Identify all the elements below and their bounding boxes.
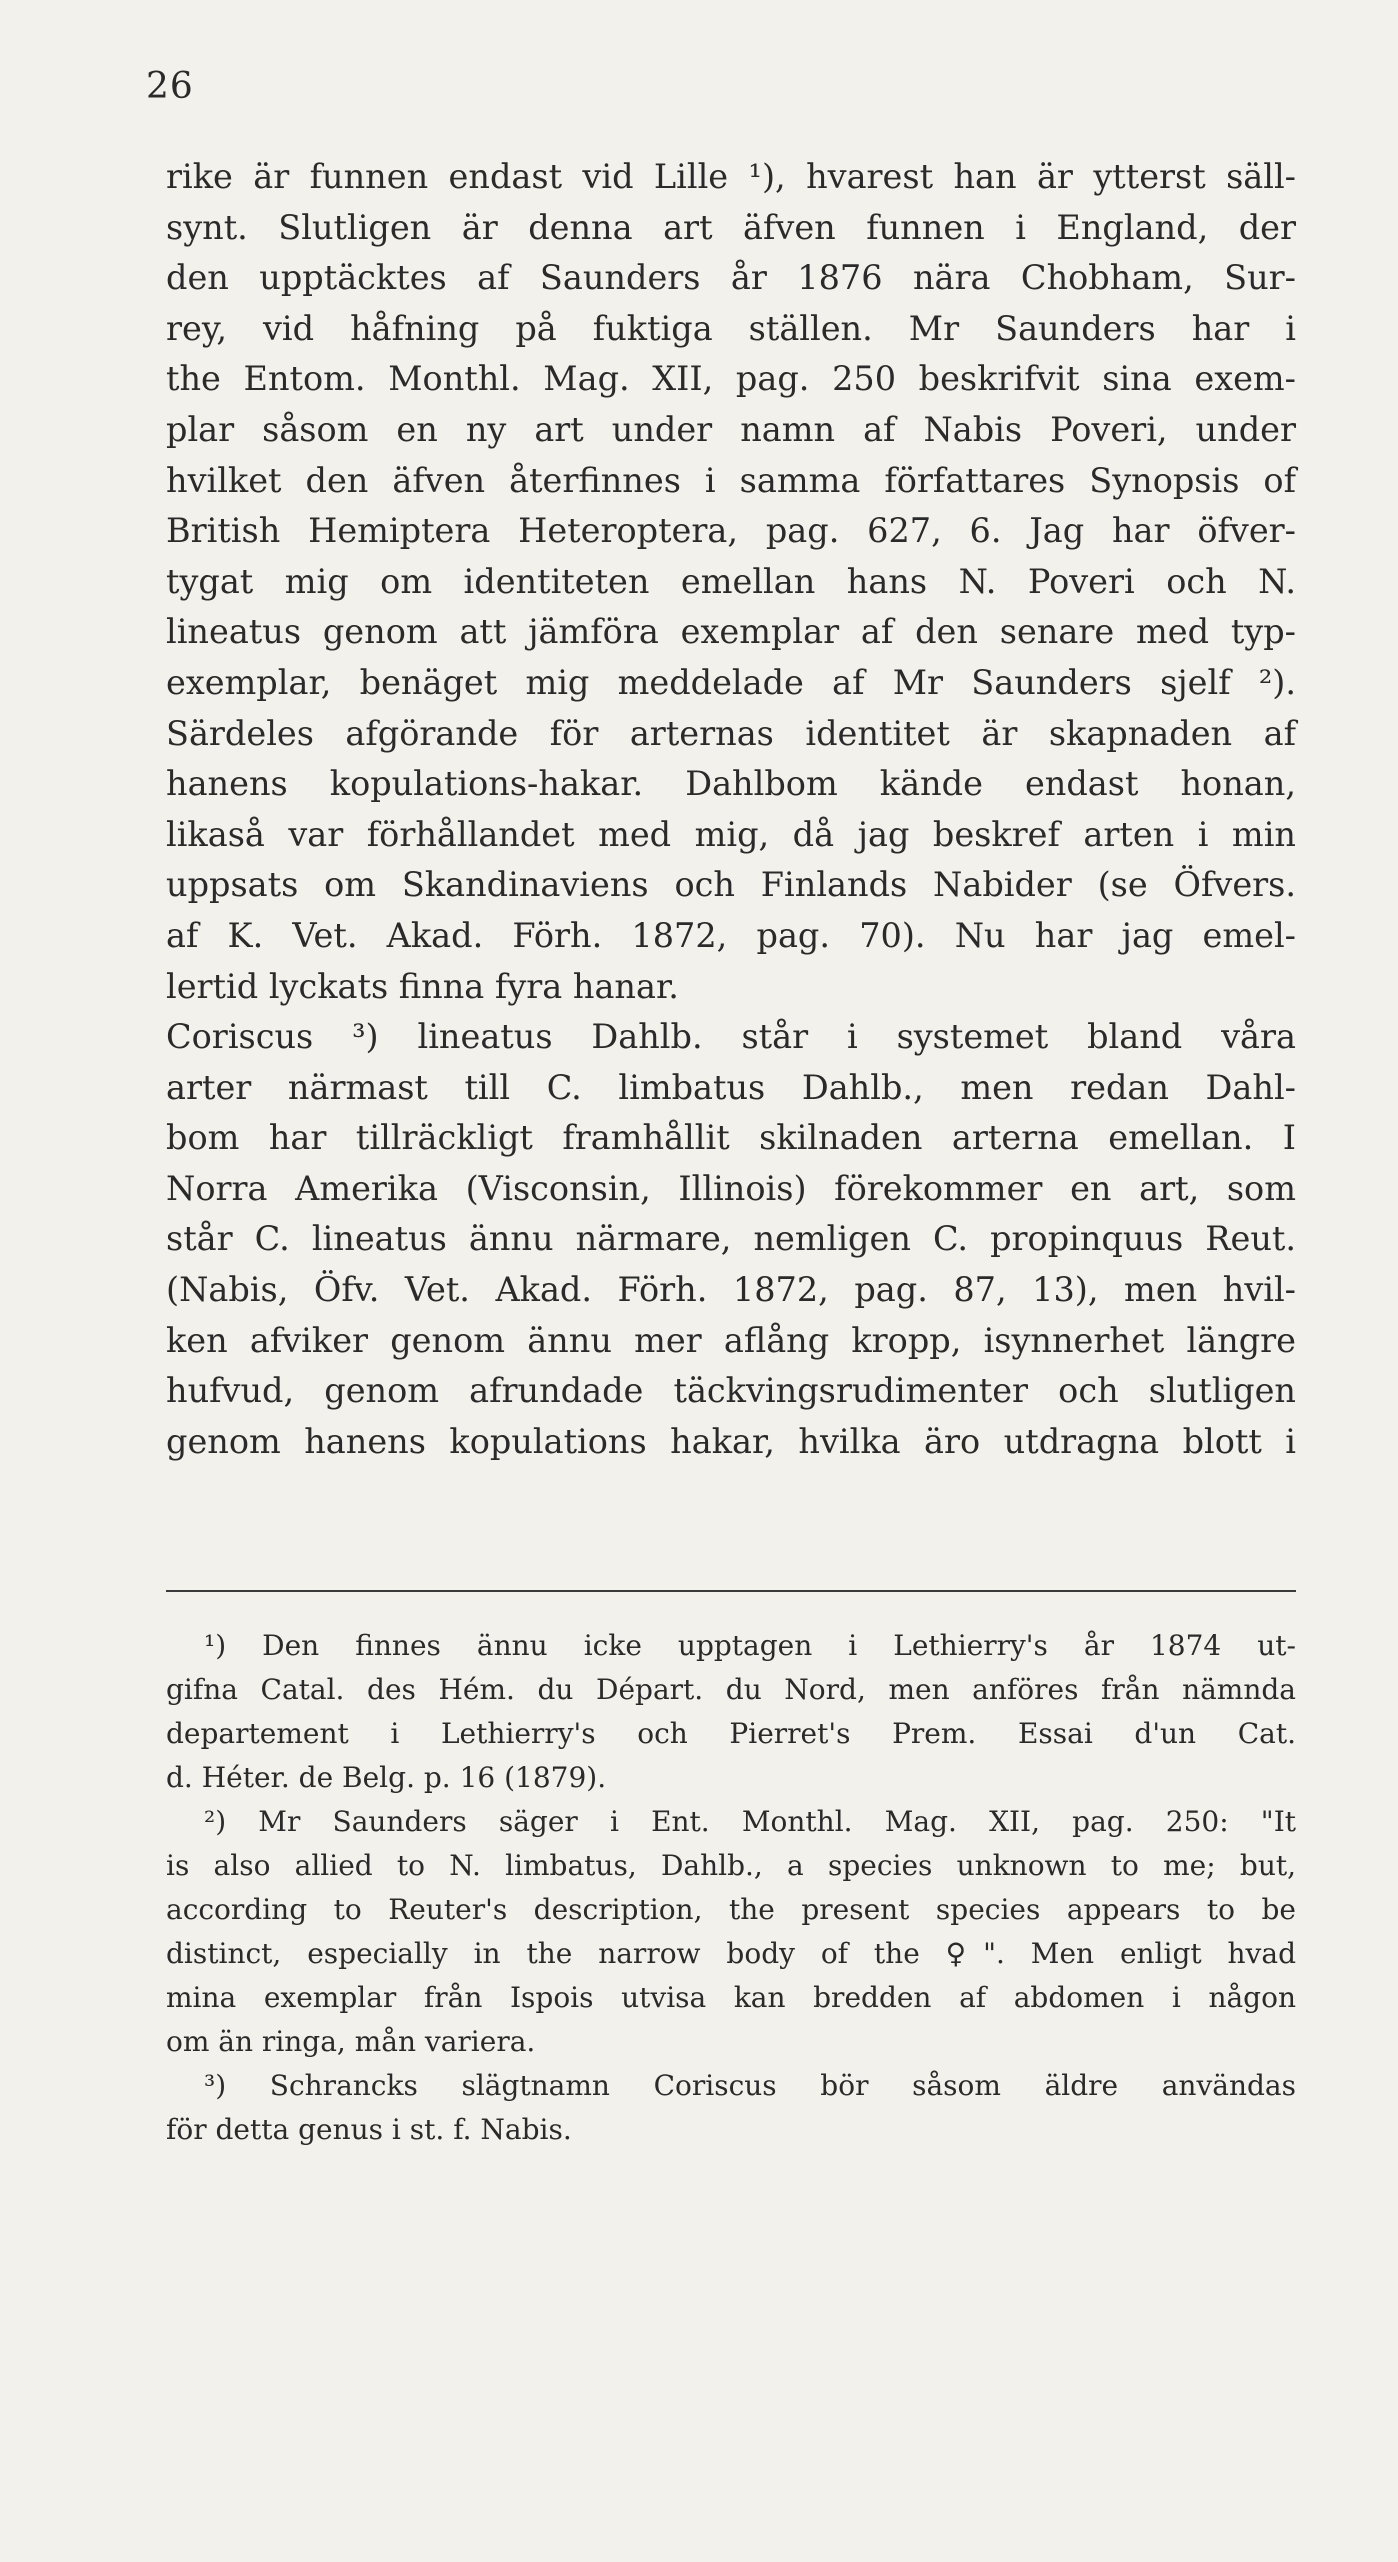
- footnote-line: distinct, especially in the narrow body of the ♀". Men enligt hvad: [166, 1937, 1296, 1970]
- body-line: plar såsom en ny art under namn af Nabis Poveri, under: [166, 409, 1296, 449]
- body-line: af K. Vet. Akad. Förh. 1872, pag. 70). Nu har jag emel-: [166, 915, 1296, 955]
- body-line: Särdeles afgörande för arternas identitet är skapnaden af: [166, 713, 1296, 753]
- body-line: bom har tillräckligt framhållit skilnaden arterna emellan. I: [166, 1118, 1296, 1158]
- body-line: hanens kopulations-hakar. Dahlbom kände endast honan,: [166, 764, 1296, 804]
- body-text: [166, 152, 1296, 1467]
- body-line: synt. Slutligen är denna art äfven funnen i England, der: [166, 207, 1296, 247]
- body-line: Norra Amerika (Visconsin, Illinois) förekommer en art, som: [166, 1168, 1296, 1208]
- footnote-line: according to Reuter's description, the present species appears to be: [166, 1893, 1296, 1926]
- body-line: likaså var förhållandet med mig, då jag beskref arten i min: [166, 814, 1296, 854]
- body-line: Coriscus ³) lineatus Dahlb. står i systemet bland våra: [166, 1017, 1296, 1057]
- footnotes: [166, 1624, 1296, 2152]
- body-line: hufvud, genom afrundade täckvingsrudimenter och slutligen: [166, 1371, 1296, 1411]
- footnote-line: om än ringa, mån variera.: [166, 2025, 536, 2058]
- body-line: arter närmast till C. limbatus Dahlb., men redan Dahl-: [166, 1067, 1296, 1107]
- footnote-line: gifna Catal. des Hém. du Départ. du Nord, men anföres från nämnda: [166, 1673, 1296, 1706]
- body-line: hvilket den äfven återfinnes i samma författares Synopsis of: [166, 460, 1296, 500]
- footnote-line: för detta genus i st. f. Nabis.: [166, 2113, 572, 2146]
- body-line: rike är funnen endast vid Lille ¹), hvarest han är ytterst säll-: [166, 157, 1296, 196]
- footnote-line: ²) Mr Saunders säger i Ent. Monthl. Mag. XII, pag. 250: "It: [204, 1805, 1296, 1838]
- body-line: (Nabis, Öfv. Vet. Akad. Förh. 1872, pag. 87, 13), men hvil-: [166, 1270, 1296, 1310]
- body-line: genom hanens kopulations hakar, hvilka äro utdragna blott i: [166, 1421, 1296, 1461]
- body-line: British Hemiptera Heteroptera, pag. 627, 6. Jag har öfver-: [166, 511, 1296, 551]
- body-line: den upptäcktes af Saunders år 1876 nära Chobham, Sur-: [166, 258, 1296, 298]
- footnote-line: d. Héter. de Belg. p. 16 (1879).: [166, 1761, 607, 1794]
- footnote-line: departement i Lethierry's och Pierret's Prem. Essai d'un Cat.: [166, 1717, 1296, 1750]
- page-number: 26: [146, 66, 194, 107]
- body-line: ken afviker genom ännu mer aflång kropp, isynnerhet längre: [166, 1320, 1296, 1360]
- body-line: uppsats om Skandinaviens och Finlands Nabider (se Öfvers.: [166, 865, 1296, 905]
- body-line: the Entom. Monthl. Mag. XII, pag. 250 beskrifvit sina exem-: [166, 359, 1296, 399]
- body-line: lertid lyckats finna fyra hanar.: [166, 966, 679, 1006]
- body-line: exemplar, benäget mig meddelade af Mr Saunders sjelf ²).: [166, 662, 1296, 702]
- footnote-line: ¹) Den finnes ännu icke upptagen i Lethierry's år 1874 ut-: [204, 1629, 1296, 1662]
- body-line: rey, vid håfning på fuktiga ställen. Mr Saunders har i: [166, 308, 1296, 348]
- footnote-divider: [166, 1590, 1296, 1592]
- footnote-line: mina exemplar från Ispois utvisa kan bredden af abdomen i någon: [166, 1981, 1296, 2014]
- body-line: tygat mig om identiteten emellan hans N. Poveri och N.: [166, 561, 1296, 601]
- body-line: lineatus genom att jämföra exemplar af den senare med typ-: [166, 612, 1296, 652]
- body-line: står C. lineatus ännu närmare, nemligen C. propinquus Reut.: [166, 1219, 1296, 1259]
- footnote-line: ³) Schrancks slägtnamn Coriscus bör såsom äldre användas: [204, 2069, 1296, 2102]
- footnote-line: is also allied to N. limbatus, Dahlb., a species unknown to me; but,: [166, 1849, 1296, 1882]
